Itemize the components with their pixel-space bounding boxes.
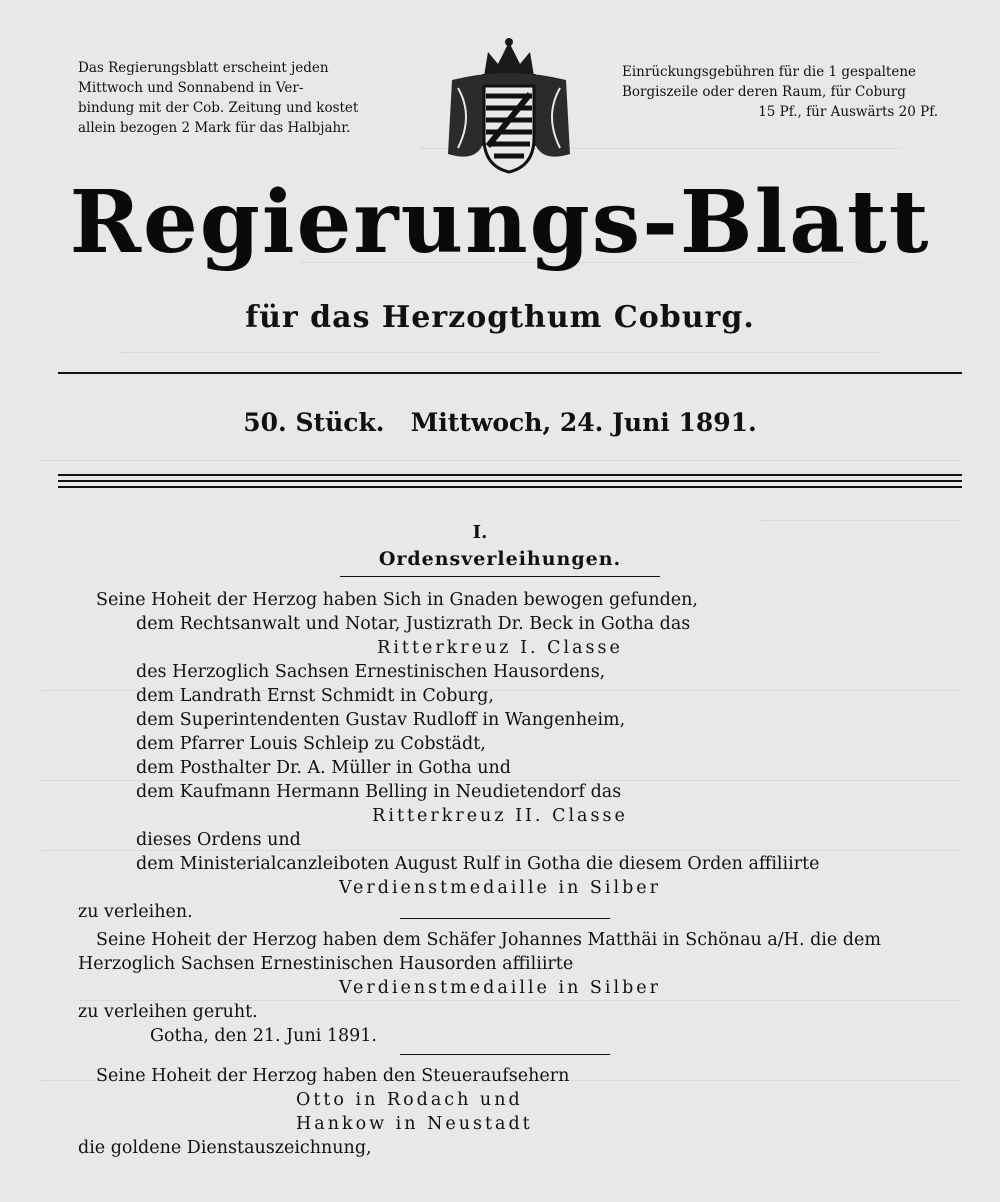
body-line: dem Landrath Ernst Schmidt in Coburg,	[136, 686, 494, 706]
body-line: dem Superintendenten Gustav Rudloff in Wangenheim,	[136, 710, 626, 730]
subscription-info	[78, 58, 418, 138]
body-line: Seine Hoheit der Herzog haben Sich in Gnaden bewogen gefunden,	[96, 590, 698, 610]
short-rule	[400, 1054, 610, 1055]
masthead-title: Regierungs-Blatt	[69, 172, 931, 273]
body-line: dem Ministerialcanzleiboten August Rulf in Gotha die diesem Orden affiliirte	[136, 854, 820, 874]
subscription-info-line: allein bezogen 2 Mark für das Halbjahr.	[78, 120, 351, 136]
section-title: Ordensverleihungen.	[378, 548, 622, 570]
fees-info-line: Borgiszeile oder deren Raum, für Coburg	[622, 84, 906, 100]
body-line: Seine Hoheit der Herzog haben den Steueraufsehern	[96, 1066, 570, 1086]
advertising-fees-info	[622, 62, 938, 122]
subscription-info-line: Das Regierungsblatt erscheint jeden	[78, 60, 329, 76]
fees-info-line: Einrückungsgebühren für die 1 gespaltene	[622, 64, 917, 80]
short-rule	[400, 918, 610, 919]
body-line: dem Posthalter Dr. A. Müller in Gotha und	[136, 758, 511, 778]
rule	[58, 372, 962, 374]
body-line: dem Pfarrer Louis Schleip zu Cobstädt,	[136, 734, 486, 754]
body-line: die goldene Dienstauszeichnung,	[78, 1138, 372, 1158]
date-line: Gotha, den 21. Juni 1891.	[150, 1026, 377, 1046]
body-line: zu verleihen geruht.	[78, 1002, 258, 1022]
double-rule	[58, 486, 962, 488]
section-number: I.	[472, 522, 488, 543]
fees-info-line: 15 Pf., für Auswärts 20 Pf.	[758, 104, 938, 120]
award-title: Ritterkreuz I. Classe	[377, 638, 623, 658]
body-line: Hankow in Neustadt	[296, 1114, 533, 1134]
title-underline	[340, 576, 660, 577]
masthead-subtitle: für das Herzogthum Coburg.	[245, 300, 755, 335]
body-line: Seine Hoheit der Herzog haben dem Schäfer Johannes Matthäi in Schönau a/H. die dem	[96, 930, 881, 950]
body-line: zu verleihen.	[78, 902, 193, 922]
award-title: Ritterkreuz II. Classe	[372, 806, 628, 826]
award-title: Verdienstmedaille in Silber	[338, 878, 662, 898]
body-line: dieses Ordens und	[136, 830, 301, 850]
double-rule	[58, 480, 962, 482]
double-rule	[58, 474, 962, 476]
award-title: Verdienstmedaille in Silber	[338, 978, 662, 998]
body-line: dem Kaufmann Hermann Belling in Neudietendorf das	[136, 782, 622, 802]
coat-of-arms-icon	[444, 36, 574, 176]
issue-line: 50. Stück. Mittwoch, 24. Juni 1891.	[243, 408, 757, 437]
body-line: dem Rechtsanwalt und Notar, Justizrath Dr. Beck in Gotha das	[136, 614, 691, 634]
subscription-info-line: bindung mit der Cob. Zeitung und kostet	[78, 100, 359, 116]
subscription-info-line: Mittwoch und Sonnabend in Ver-	[78, 80, 304, 96]
body-line: des Herzoglich Sachsen Ernestinischen Hausordens,	[136, 662, 606, 682]
body-line: Herzoglich Sachsen Ernestinischen Hausorden affiliirte	[78, 954, 574, 974]
body-line: Otto in Rodach und	[296, 1090, 523, 1110]
